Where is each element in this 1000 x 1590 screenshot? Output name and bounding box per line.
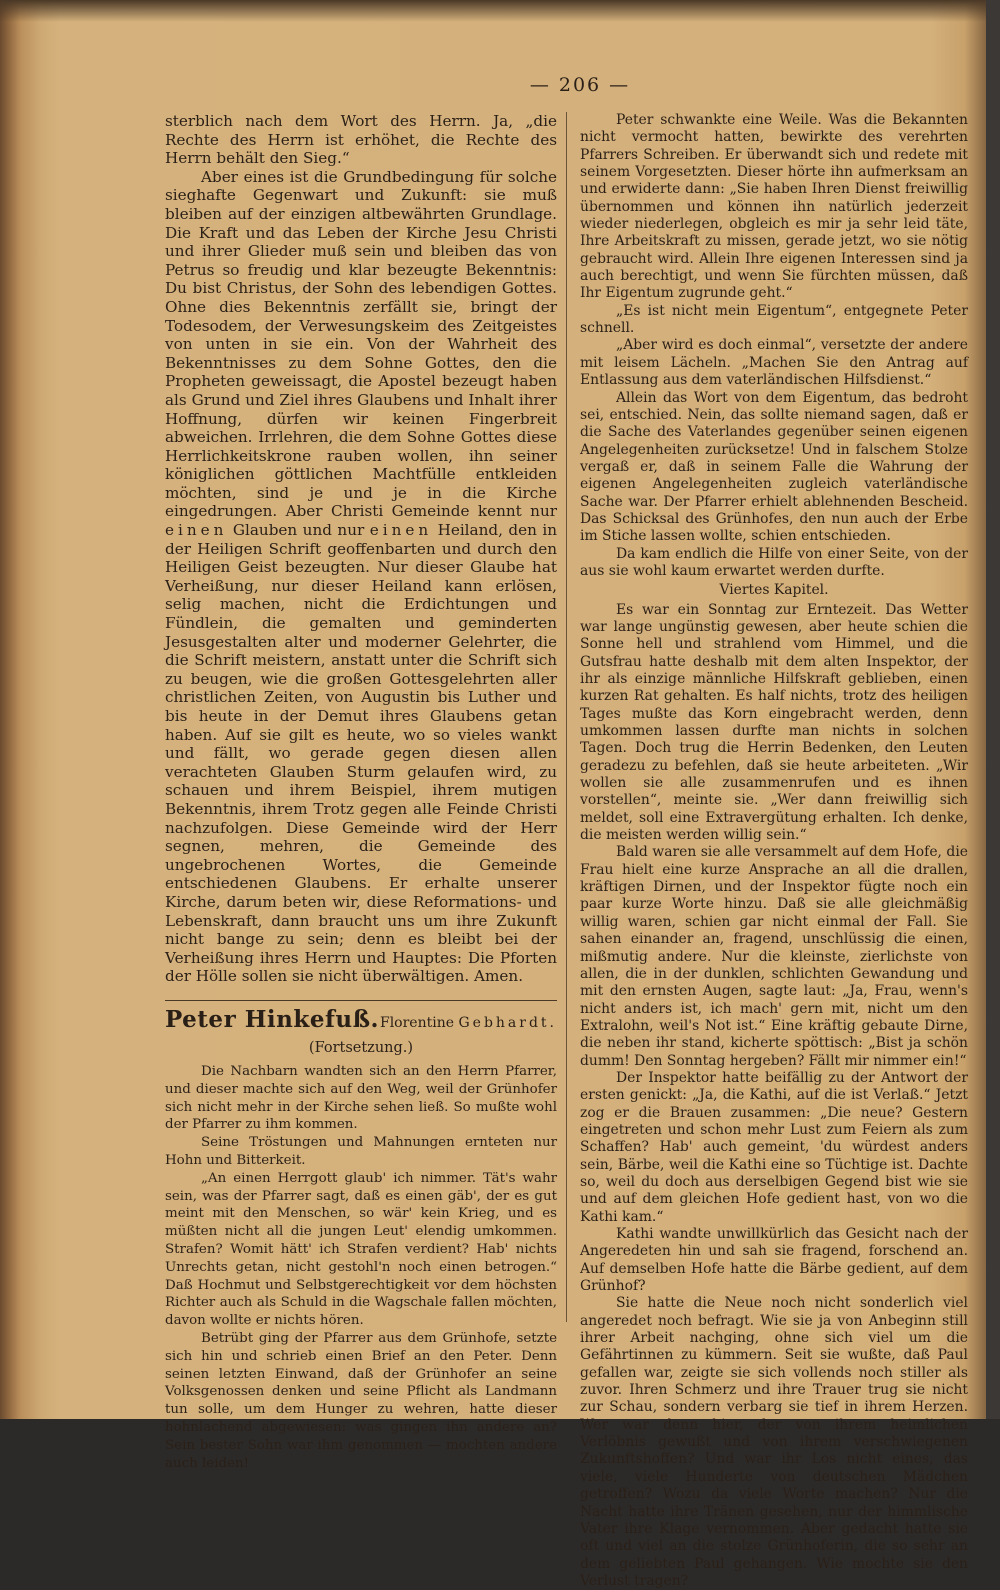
story-text <box>165 1063 557 1472</box>
story-paragraph: „Es ist nicht mein Eigentum“, entgegnete Peter schnell. <box>580 302 968 337</box>
chapter-title: Viertes Kapitel. <box>719 582 829 599</box>
page-edge <box>986 0 1000 1419</box>
spaced-word: einen <box>369 521 433 540</box>
chapter-paragraph: Es war ein Sonntag zur Erntezeit. Das Wetter war lange ungünstig gewesen, aber heute schien die Sonne hell und strahlend vom Himmel, und die Gutsfrau hatte deshalb mit dem alten Inspektor, der ihr als einzige männliche Hilfskraft geblieben, einen kurzen Rat gehalten. Es half nichts, trotz des heiligen Tages mußte das Korn eingebracht werden, denn umkommen lassen durfte man nichts in solchen Tagen. Doch trug die Herrin Bedenken, den Leuten geradezu zu befehlen, daß sie heute arbeiteten. „Wir wollen sie alle zusammenrufen und es ihnen vorstellen“, meinte sie. „Wer dann freiwillig sich meldet, soll eine Extravergütung erhalten. Ich denke, die meisten werden willig sein.“ <box>580 601 968 844</box>
story-paragraph: „An einen Herrgott glaub' ich nimmer. Tät's wahr sein, was der Pfarrer sagt, daß es einen gäb', der es gut meint mit den Menschen, so wär' kein Krieg, und es müßten nicht all die jungen Leut' elendig umkommen. Strafen? Womit hätt' ich Strafen verdient? Hab' nichts Unrechts getan, nicht gestohl'n noch einen betrogen.“ Daß Hochmut und Selbstgerechtigkeit vor dem höchsten Richter auch als Schuld in die Wagschale fallen möchten, davon wollte er nichts hören. <box>165 1170 557 1329</box>
chapter-paragraph: Sie hatte die Neue noch nicht sonderlich viel angeredet noch befragt. Wie sie ja von Anbeginn still ihrer Arbeit nachging, ohne sich viel um die Gefährtinnen zu kümmern. Seit sie wußte, daß Paul gefallen war, zeigte sie sich vollends noch stiller als zuvor. Ihren Schmerz und ihre Trauer trug sie nicht zur Schau, sondern verbarg sie tief in ihrem Herzen. Wer war denn hier, der von ihrem heimlichen Verlöbnis gewußt und von ihrem verschwiegenen Zukunftshoffen? Und war ihr Los nicht eines, das viele, viele Hunderte von deutschen Mädchen getroffen? Wozu da viele Worte machen? Nur die Nacht hatte ihre Tränen gesehen, nur der himmlische Vater ihre Klage vernommen. Aber gedacht hatte sie oft und viel an die stolze Grünhoferin, die so sehr an dem geliebten Paul gehangen. Wie mochte sie den Verlust tragen? <box>580 1295 968 1589</box>
sermon-text: Aber eines ist die Grundbedingung für solche sieghafte Gegenwart und Zukunft: sie muß bleiben auf der einzigen altbewährten Grundlage. Die Kraft und das Leben der Kirche Jesu Christi und ihrer Glieder muß sein und bleiben das von Petrus so freudig und klar bezeugte Bekenntnis: Du bist Christus, der Sohn des lebendigen Gottes. Ohne dies Bekenntnis zerfällt sie, bringt der Todesodem, der Verwesungskeim des Zeitgeistes von unten in sie ein. Von der Wahrheit des Bekenntnisses zu dem Sohne Gottes, den die Propheten geweissagt, die Apostel bezeugt haben als Grund und Ziel ihres Glaubens und Inhalt ihrer Hoffnung, dürfen wir keinen Fingerbreit abweichen. Irrlehren, die dem Sohne Gottes diese Herrlichkeitskrone rauben wollen, ihn seiner königlichen göttlichen Machtfülle entkleiden möchten, sind je und je in die Kirche eingedrungen. Aber Christi Gemeinde kennt nur <box>165 167 557 521</box>
story-title: Peter Hinkefuß. <box>165 1005 380 1033</box>
column-divider <box>566 112 567 1322</box>
author-first-name: Florentine <box>379 1014 455 1031</box>
chapter-paragraph: Bald waren sie alle versammelt auf dem Hofe, die Frau hielt eine kurze Ansprache an all die drallen, kräftigen Dirnen, und der Inspektor fügte noch ein paar kurze Worte hinzu. Daß sie alle gleichmäßig willig waren, schien gar nicht einmal der Fall. Sie sahen einander an, fragend, unschlüssig die einen, mißmutig andere. Nur die kleinste, zierlichste von allen, die in der dunklen, schlichten Gewandung und mit den ernsten Augen, sagte laut: „Ja, Frau, wenn's nicht anders ist, ich mach' gern mit, nicht um den Extralohn, weil's Not ist.“ Eine kräftig gebaute Dirne, die neben ihr stand, kicherte spöttisch: „Bist ja schön dumm! Den Sonntag hergeben? Fällt mir nimmer ein!“ <box>580 844 968 1069</box>
right-column <box>580 112 968 1590</box>
sermon-text: Glauben und nur <box>232 521 365 540</box>
story-paragraph: „Aber wird es doch einmal“, versetzte der andere mit leisem Lächeln. „Machen Sie den Antrag auf Entlassung aus dem vaterländischen Hilfsdienst.“ <box>580 337 968 389</box>
story-paragraph: Da kam endlich die Hilfe von einer Seite, von der aus sie wohl kaum erwartet werden durfte. <box>580 545 968 579</box>
story-paragraph: Die Nachbarn wandten sich an den Herrn Pfarrer, und dieser machte sich auf den Weg, weil der Grünhofer sich nicht mehr in der Kirche sehen ließ. So mußte wohl der Pfarrer zu ihm kommen. <box>165 1064 557 1133</box>
story-paragraph: Betrübt ging der Pfarrer aus dem Grünhofe, setzte sich hin und schrieb einen Brief an den Peter. Denn seinen letzten Einwand, daß der Grünhofer an seine Volksgenossen denken und seine Pflicht als Landmann tun solle, um dem Hunger zu wehren, hatte dieser hohnlachend abgewiesen: was gingen ihn andere an? Sein bester Sohn war ihm genommen — mochten andere auch leiden! <box>165 1331 557 1471</box>
story-author <box>380 1014 557 1033</box>
left-column <box>165 112 557 1472</box>
story-paragraph: Seine Tröstungen und Mahnungen ernteten nur Hohn und Bitterkeit. <box>165 1135 557 1169</box>
page-top-shadow <box>0 0 1000 22</box>
author-last-name: Gebhardt. <box>458 1014 557 1031</box>
story-paragraph: Peter schwankte eine Weile. Was die Bekannten nicht vermocht hatten, bewirkte des verehrten Pfarrers Schreiben. Er überwandt sich und redete mit seinem Vorgesetzten. Dieser hörte ihn aufmerksam an und erwiderte dann: „Sie haben Ihren Dienst freiwillig übernommen und können ihn natürlich jederzeit wieder niederlegen, obgleich es mir ja sehr leid täte, Ihre Arbeitskraft zu missen, gerade jetzt, wo sie nötig gebraucht wird. Allein Ihre eigenen Interessen sind ja auch berechtigt, und wenn Sie fürchten müssen, daß Ihr Eigentum zugrunde geht.“ <box>580 112 968 302</box>
story-heading <box>165 1000 557 1033</box>
continuation-note: (Fortsetzung.) <box>308 1039 414 1056</box>
chapter-paragraph: Kathi wandte unwillkürlich das Gesicht nach der Angeredeten hin und sah sie fragend, forschend an. Auf demselben Hofe hatte die Bärbe gedient, auf dem Grünhof? <box>580 1226 968 1295</box>
sermon-text: Heiland, den in der Heiligen Schrift geoffenbarten und durch den Heiligen Geist bezeugten. Nur dieser Glaube hat Verheißung, nur dieser Heiland kann erlösen, selig machen, nicht die Erdichtungen und Fündlein, die gemalten und geminderten Jesusgestalten alter und moderner Gelehrter, die die Schrift meistern, anstatt unter die Schrift sich zu beugen, wie die großen Gottesgelehrten aller christlichen Zeiten, von Augustin bis Luther und bis heute in der Demut ihres Glaubens getan haben. Auf sie gilt es heute, wo so vieles wankt und fällt, wo gerade gegen diesen allen verachteten Glauben Sturm gelaufen wird, zu schauen und ihrem Beispiel, ihrem mutigen Bekenntnis, ihrem Trotz gegen alle Feinde Christi nachzufolgen. Diese Gemeinde wird der Herr segnen, mehren, die Gemeinde des ungebrochenen Wortes, die Gemeinde entschiedenen Glaubens. Er erhalte unserer Kirche, darum beten wir, diese Reformations- und Lebenskraft, dann braucht uns um ihre Zukunft nicht bange zu sein; denn es bleibt bei der Verheißung ihres Herrn und Hauptes: Die Pforten der Hölle sollen sie nicht überwältigen. Amen. <box>165 521 557 986</box>
page-number: — 206 — <box>529 74 631 96</box>
chapter-paragraph: Der Inspektor hatte beifällig zu der Antwort der ersten genickt: „Ja, die Kathi, auf die ist Verlaß.“ Jetzt zog er die Brauen zusammen: „Die neue? Gestern eingetreten und schon mehr Lust zum Feiern als zum Schaffen? Hab' auch gemeint, 'du würdest anders sein, Bärbe, weil die Kathi eine so Tüchtige ist. Dachte so, weil du doch aus derselbigen Gegend bist wie sie und auf dem gleichen Hofe gedient hast, von wo die Kathi kam.“ <box>580 1069 968 1225</box>
sermon-paragraph: sterblich nach dem Wort des Herrn. Ja, „die Rechte des Herrn ist erhöhet, die Rechte des Herrn behält den Sieg.“ <box>165 112 557 168</box>
spaced-word: einen <box>165 521 228 540</box>
sermon-paragraph-main <box>165 168 557 986</box>
story-paragraph: Allein das Wort von dem Eigentum, das bedroht sei, entschied. Nein, das sollte niemand sagen, daß er die Sache des Vaterlandes gegenüber seinen eigenen Angelegenheiten zurücksetze! Und in falschem Stolze vergaß er, daß in seinem Falle die Wahrung der eigenen Angelegenheiten zugleich vaterländische Sache war. Der Pfarrer erhielt ablehnenden Bescheid. Das Schicksal des Grünhofes, den nun auch der Erbe im Stiche lassen wollte, schien entschieden. <box>580 389 968 545</box>
